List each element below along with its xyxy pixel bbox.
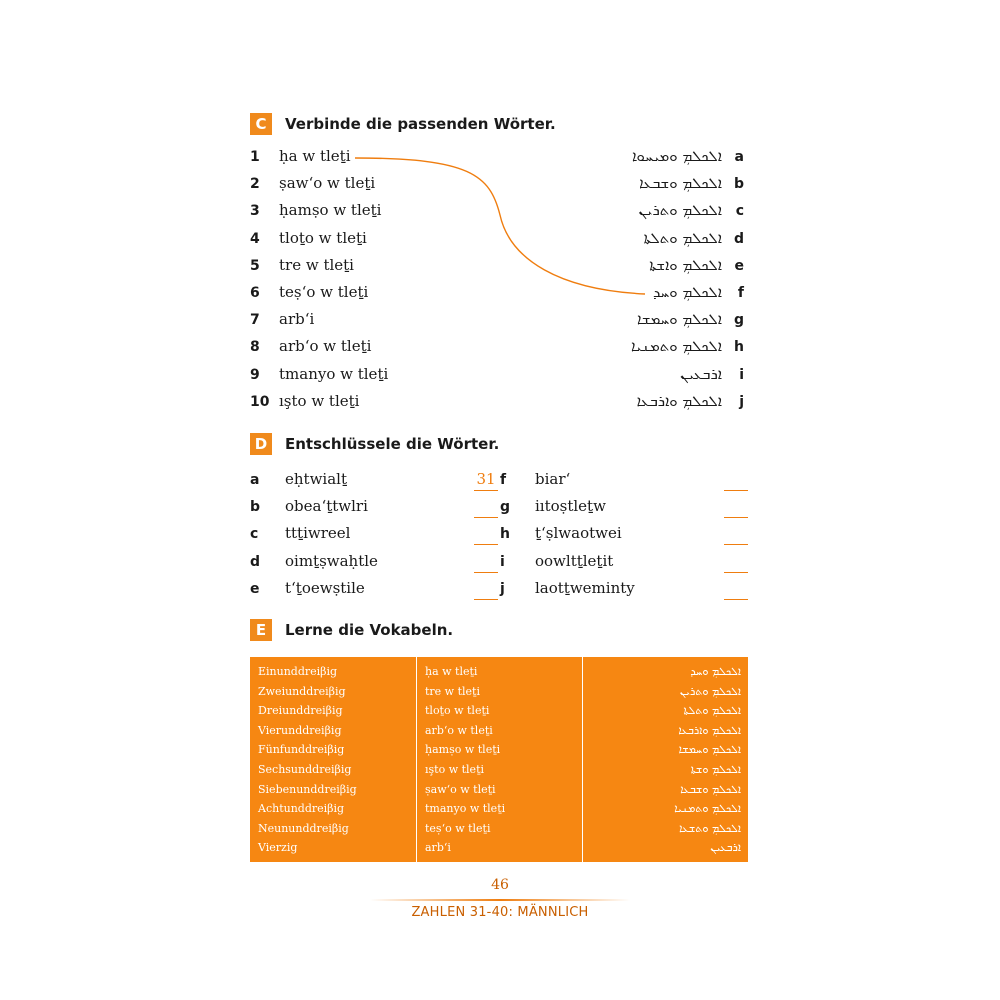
item-letter: e xyxy=(250,580,260,597)
unscramble-row xyxy=(250,497,498,524)
vocabulary-table xyxy=(250,657,748,862)
row-number: 8 xyxy=(250,339,260,356)
page-number: 46 xyxy=(491,877,509,893)
section-e-title: Lerne die Vokabeln. xyxy=(285,621,454,639)
scrambled-word: iıtoṣtleṯw xyxy=(535,497,606,516)
turoyo-cell: ḥa w tleṯi xyxy=(425,665,478,678)
row-number: 5 xyxy=(250,257,260,274)
unscramble-row xyxy=(500,497,748,524)
turoyo-cell: arb‘o w tleṯi xyxy=(425,723,493,737)
row-letter: a xyxy=(734,149,744,165)
row-letter: h xyxy=(734,339,744,356)
turoyo-word[interactable]: ṣaw‘o w tleṯi xyxy=(279,174,376,193)
syriac-word[interactable]: ܐܠܟܠܡܼ ܘܚܕ xyxy=(653,283,722,301)
row-number: 3 xyxy=(250,203,260,220)
syriac-word[interactable]: ܐܠܟܠܡܼ ܘܐܪܒܥܐ xyxy=(636,391,722,410)
item-letter: c xyxy=(250,526,259,543)
scrambled-word: ttṯiwreel xyxy=(285,524,351,543)
turoyo-cell: tmanyo w tleṯi xyxy=(425,802,506,816)
turoyo-word[interactable]: ḥamṣo w tleṯi xyxy=(279,201,382,220)
turoyo-cell: ṣaw‘o w tleṯi xyxy=(425,782,496,796)
unscramble-row xyxy=(250,470,498,497)
syriac-cell: ܐܠܟܠܡܼ ܘܚܡܫܐ xyxy=(678,743,741,757)
unscramble-row xyxy=(250,579,498,606)
item-letter: i xyxy=(500,553,505,570)
german-column xyxy=(250,657,416,862)
syriac-cell: ܐܠܟܠܡܼ ܘܚܕ xyxy=(690,665,741,678)
turoyo-cell: arb‘i xyxy=(425,841,451,855)
row-number: 2 xyxy=(250,176,260,193)
row-number: 9 xyxy=(250,366,260,383)
scrambled-word: eḥtwialṯ xyxy=(285,470,347,488)
item-letter: b xyxy=(250,499,261,516)
turoyo-cell: tre w tleṯi xyxy=(425,684,480,698)
syriac-cell: ܐܠܟܠܡܼ ܘܬܫܥܐ xyxy=(679,821,741,835)
syriac-word[interactable]: ܐܠܟܠܡܼ ܘܐܫܬܐ xyxy=(649,255,722,274)
answer-blank[interactable] xyxy=(724,579,748,600)
scrambled-word: oowltṯleṯit xyxy=(535,551,614,570)
answer-blank[interactable] xyxy=(474,497,498,518)
unscramble-row xyxy=(500,552,748,579)
scrambled-word: oimṯṣwaḥtle xyxy=(285,551,378,570)
item-letter: g xyxy=(500,499,511,516)
german-cell: Dreiunddreiβig xyxy=(258,704,343,718)
row-number: 4 xyxy=(250,230,260,247)
chapter-title: ZAHLEN 31-40: MÄNNLICH xyxy=(411,905,589,920)
answer-blank[interactable] xyxy=(724,524,748,545)
item-letter: d xyxy=(250,553,261,570)
item-letter: f xyxy=(500,472,507,488)
row-number: 6 xyxy=(250,285,260,301)
row-number: 1 xyxy=(250,149,260,165)
section-e-header xyxy=(250,619,453,641)
row-letter: i xyxy=(739,366,744,383)
turoyo-cell: ışto w tleṯi xyxy=(425,762,485,776)
syriac-word[interactable]: ܐܠܟܠܡܼ ܘܡܝܚܘܐ xyxy=(631,147,722,165)
turoyo-word[interactable]: tloṯo w tleṯi xyxy=(279,228,367,247)
turoyo-word[interactable]: tre w tleṯi xyxy=(279,255,354,274)
row-letter: b xyxy=(733,176,744,193)
turoyo-word[interactable]: teṣ‘o w tleṯi xyxy=(279,283,369,301)
section-d-badge: D xyxy=(250,433,272,455)
syriac-word[interactable]: ܐܠܟܠܡܼ ܘܫܒܥܐ xyxy=(639,174,722,193)
syriac-word[interactable]: ܐܠܟܠܡܼ ܘܬܡܢܝܐ xyxy=(630,337,722,356)
syriac-cell: ܐܠܟܠܡܼ ܘܫܒܥܐ xyxy=(680,782,741,796)
syriac-cell: ܐܪܒܥܝܢ xyxy=(710,841,741,855)
scrambled-word: ṯ‘ṣlwaotwei xyxy=(535,524,622,543)
turoyo-word[interactable]: ışto w tleṯi xyxy=(279,391,360,410)
row-letter: c xyxy=(735,203,744,220)
german-cell: Neununddreiβig xyxy=(258,821,349,835)
german-cell: Siebenunddreiβig xyxy=(258,782,357,796)
unscramble-row xyxy=(500,524,748,551)
syriac-cell: ܐܠܟܠܡܼ ܘܐܪܒܥܐ xyxy=(678,723,741,737)
turoyo-cell: tloṯo w tleṯi xyxy=(425,704,490,718)
scrambled-word: biar‘ xyxy=(535,470,571,488)
answer-blank[interactable] xyxy=(474,579,498,600)
section-c-badge: C xyxy=(250,113,272,135)
item-letter: j xyxy=(500,580,505,597)
unscramble-row xyxy=(500,579,748,606)
row-number: 10 xyxy=(250,393,270,410)
german-cell: Vierzig xyxy=(258,841,298,855)
syriac-word[interactable]: ܐܠܟܠܡܼ ܘܬܠܬܐ xyxy=(643,228,722,247)
unscramble-row xyxy=(250,524,498,551)
german-cell: Achtunddreiβig xyxy=(258,802,345,816)
scrambled-word: t‘ṯoewṣtile xyxy=(285,578,365,597)
german-cell: Vierunddreiβig xyxy=(258,723,342,737)
answer-blank[interactable] xyxy=(474,552,498,573)
row-letter: d xyxy=(733,230,744,247)
german-cell: Zweiunddreiβig xyxy=(258,684,346,698)
turoyo-column xyxy=(416,657,583,862)
syriac-word[interactable]: ܐܠܟܠܡܼ ܘܬܪܝܢ xyxy=(638,201,722,220)
footer-divider xyxy=(370,899,630,901)
row-number: 7 xyxy=(250,312,260,329)
section-c-title: Verbinde die passenden Wörter. xyxy=(285,115,556,133)
scrambled-word: obea‘ṯtwlri xyxy=(285,497,368,516)
german-cell: Einunddreiβig xyxy=(258,665,338,678)
answer-blank[interactable] xyxy=(724,497,748,518)
section-d-header xyxy=(250,433,499,455)
unscramble-row xyxy=(250,552,498,579)
row-letter: f xyxy=(737,285,744,301)
syriac-cell: ܐܠܟܠܡܼ ܘܬܡܢܝܐ xyxy=(674,802,741,816)
syriac-word[interactable]: ܐܠܟܠܡܼ ܘܚܡܫܐ xyxy=(637,310,722,329)
answer-blank[interactable]: 31 xyxy=(474,470,498,491)
turoyo-word[interactable]: tmanyo w tleṯi xyxy=(279,364,389,383)
turoyo-word[interactable]: arb‘o w tleṯi xyxy=(279,337,372,356)
section-e-badge: E xyxy=(250,619,272,641)
row-letter: e xyxy=(734,257,744,274)
scrambled-word: laotṯweminty xyxy=(535,578,635,597)
german-cell: Fünfunddreiβig xyxy=(258,743,345,757)
answer-blank[interactable] xyxy=(724,552,748,573)
turoyo-word[interactable]: ḥa w tleṯi xyxy=(279,147,351,165)
match-curve-1-f xyxy=(355,158,645,294)
section-d-title: Entschlüssele die Wörter. xyxy=(285,435,500,453)
turoyo-word[interactable]: arb‘i xyxy=(279,310,315,329)
row-letter: j xyxy=(739,393,744,410)
item-letter: a xyxy=(250,472,260,488)
syriac-word[interactable]: ܐܪܒܥܝܢ xyxy=(680,364,722,383)
syriac-column xyxy=(582,657,749,862)
item-letter: h xyxy=(500,526,510,543)
syriac-cell: ܐܠܟܠܡܼ ܘܬܪܝܢ xyxy=(679,684,741,698)
syriac-cell: ܐܠܟܠܡܼ ܘܬܠܬܐ xyxy=(683,704,741,718)
turoyo-cell: ḥamṣo w tleṯi xyxy=(425,743,501,757)
answer-blank[interactable] xyxy=(724,470,748,491)
syriac-cell: ܐܠܟܠܡܼ ܘܫܬܐ xyxy=(690,762,741,776)
answer-blank[interactable] xyxy=(474,524,498,545)
row-letter: g xyxy=(733,312,744,329)
turoyo-cell: teṣ‘o w tleṯi xyxy=(425,821,491,835)
unscramble-row xyxy=(500,470,748,497)
german-cell: Sechsunddreiβig xyxy=(258,762,352,776)
